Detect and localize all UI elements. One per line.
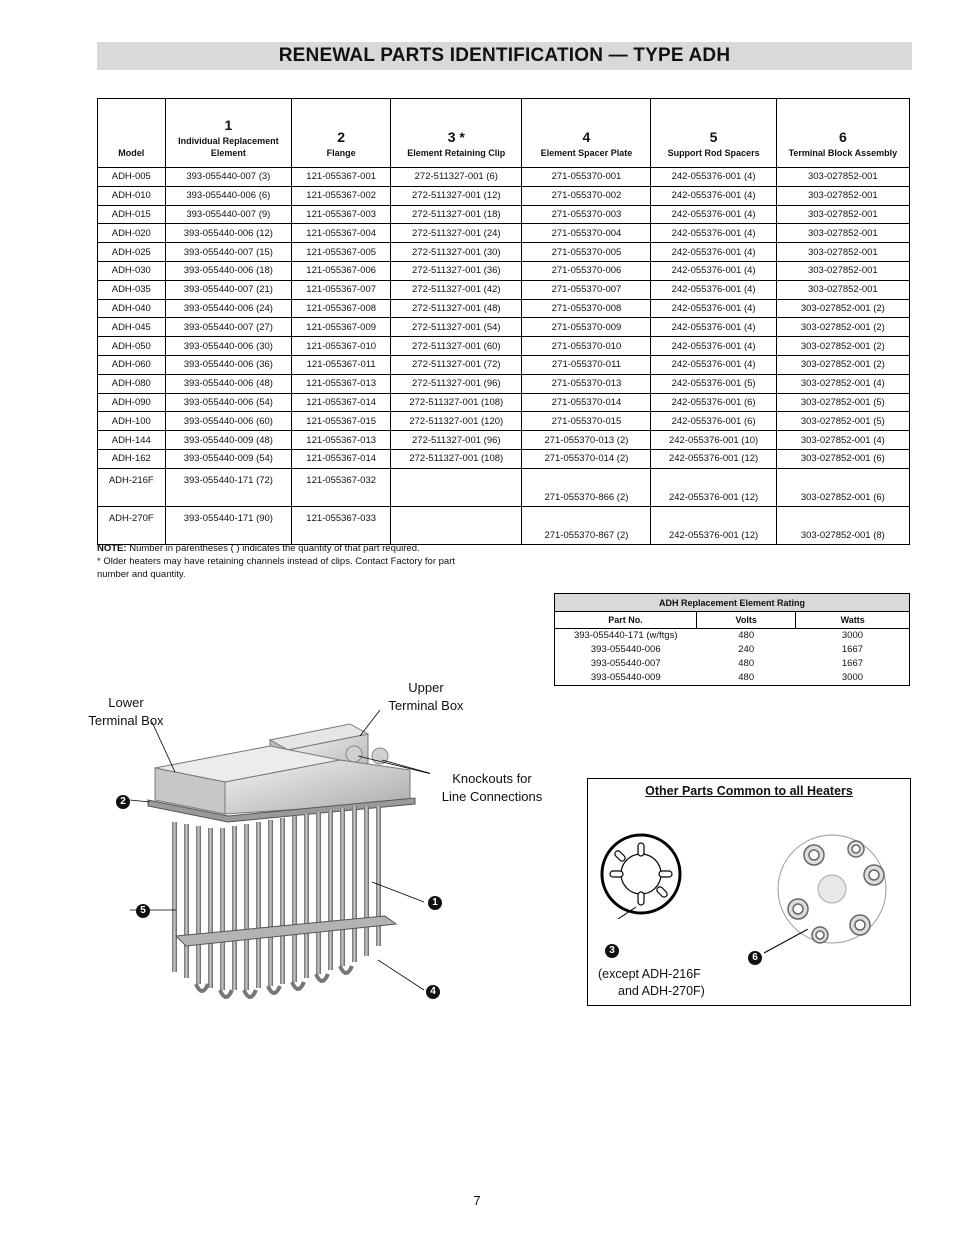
table-cell: 272-511327-001 (60) — [391, 337, 522, 356]
note-label: NOTE: — [97, 543, 127, 554]
table-cell: 271-055370-010 — [522, 337, 651, 356]
page-title: RENEWAL PARTS IDENTIFICATION — TYPE ADH — [97, 42, 912, 70]
table-cell: ADH-100 — [98, 412, 166, 431]
table-cell: ADH-090 — [98, 393, 166, 412]
table-cell — [391, 506, 522, 544]
table-cell: 121-055367-002 — [292, 186, 391, 205]
table-cell: ADH-080 — [98, 374, 166, 393]
table-cell: 242-055376-001 (4) — [651, 261, 776, 280]
table-cell: 271-055370-014 — [522, 393, 651, 412]
rating-row — [555, 643, 910, 657]
table-row — [98, 506, 910, 544]
table-cell: ADH-050 — [98, 337, 166, 356]
table-cell: 393-055440-007 (15) — [165, 243, 292, 262]
parts-header-number: 6 — [838, 129, 847, 145]
table-cell: 271-055370-015 — [522, 412, 651, 431]
table-cell: 271-055370-867 (2) — [522, 506, 651, 544]
table-cell: 121-055367-032 — [292, 468, 391, 506]
table-cell: 393-055440-006 (60) — [165, 412, 292, 431]
table-row — [98, 393, 910, 412]
parts-header-label: Flange — [326, 148, 356, 158]
table-cell — [391, 468, 522, 506]
knockouts-label: Knockouts for Line Connections — [441, 771, 543, 804]
rating-cell: 393-055440-007 — [590, 658, 661, 669]
table-cell: 393-055440-006 (6) — [165, 186, 292, 205]
table-cell: 393-055440-171 (90) — [165, 506, 292, 544]
table-cell: 272-511327-001 (72) — [391, 355, 522, 374]
except-note-line-1: (except ADH-216F — [598, 967, 701, 981]
table-cell: 121-055367-010 — [292, 337, 391, 356]
table-cell: 121-055367-015 — [292, 412, 391, 431]
table-row — [98, 412, 910, 431]
rating-row — [555, 671, 910, 686]
rating-cell: 1667 — [841, 644, 864, 655]
table-cell: 303-027852-001 (2) — [776, 318, 909, 337]
table-cell: ADH-040 — [98, 299, 166, 318]
table-cell: 393-055440-009 (48) — [165, 431, 292, 450]
table-cell: 121-055367-004 — [292, 224, 391, 243]
page-number: 7 — [473, 1193, 481, 1208]
table-cell: 303-027852-001 (2) — [776, 299, 909, 318]
rating-cell: 393-055440-006 — [590, 644, 661, 655]
parts-header-label: Individual Replacement Element — [178, 136, 279, 158]
table-cell: 272-511327-001 (6) — [391, 168, 522, 187]
table-cell: 303-027852-001 — [776, 224, 909, 243]
rating-cell: 480 — [738, 658, 755, 669]
table-cell: ADH-020 — [98, 224, 166, 243]
table-cell: 393-055440-007 (9) — [165, 205, 292, 224]
table-cell: 271-055370-011 — [522, 355, 651, 374]
table-cell: 303-027852-001 (6) — [776, 449, 909, 468]
table-cell: 242-055376-001 (12) — [651, 468, 776, 506]
rating-header-part-no: Part No. — [555, 612, 697, 629]
table-cell: ADH-144 — [98, 431, 166, 450]
table-row — [98, 468, 910, 506]
table-cell: 271-055370-008 — [522, 299, 651, 318]
table-cell: 271-055370-002 — [522, 186, 651, 205]
table-cell: 242-055376-001 (6) — [651, 412, 776, 431]
table-row — [98, 186, 910, 205]
parts-header-3 — [391, 99, 522, 168]
table-cell: 242-055376-001 (12) — [651, 449, 776, 468]
table-cell: 242-055376-001 (5) — [651, 374, 776, 393]
parts-header-4 — [522, 99, 651, 168]
rating-header-watts: Watts — [796, 612, 910, 629]
table-cell: 393-055440-007 (3) — [165, 168, 292, 187]
table-cell: 303-027852-001 — [776, 186, 909, 205]
table-row — [98, 355, 910, 374]
table-cell: 121-055367-006 — [292, 261, 391, 280]
parts-header-label: Element Retaining Clip — [407, 148, 506, 158]
heater-illustration — [110, 710, 430, 1025]
table-row — [98, 280, 910, 299]
parts-header-label: Support Rod Spacers — [667, 148, 760, 158]
parts-header-5 — [651, 99, 776, 168]
table-cell: 121-055367-001 — [292, 168, 391, 187]
table-cell: 272-511327-001 (108) — [391, 393, 522, 412]
parts-header-number: 1 — [224, 117, 233, 133]
table-cell: 272-511327-001 (12) — [391, 186, 522, 205]
table-cell: 121-055367-013 — [292, 431, 391, 450]
table-cell: 272-511327-001 (96) — [391, 374, 522, 393]
rating-cell: 1667 — [841, 658, 864, 669]
leader-line-6 — [758, 929, 818, 959]
table-cell: 121-055367-033 — [292, 506, 391, 544]
table-cell: 272-511327-001 (54) — [391, 318, 522, 337]
table-cell: 271-055370-006 — [522, 261, 651, 280]
rating-cell: 393-055440-171 (w/ftgs) — [573, 630, 678, 641]
parts-header-number: 5 — [709, 129, 718, 145]
table-cell: 271-055370-866 (2) — [522, 468, 651, 506]
note-line-2: * Older heaters may have retaining channels instead of clips. Contact Factory for part number and quantity. — [97, 556, 456, 580]
parts-header-label: Terminal Block Assembly — [788, 148, 898, 158]
table-cell: 242-055376-001 (4) — [651, 299, 776, 318]
common-parts-panel — [587, 778, 911, 1006]
table-cell: 121-055367-009 — [292, 318, 391, 337]
rating-cell: 480 — [738, 630, 755, 641]
table-cell: 393-055440-171 (72) — [165, 468, 292, 506]
table-cell: ADH-025 — [98, 243, 166, 262]
table-cell: 242-055376-001 (6) — [651, 393, 776, 412]
table-cell: ADH-030 — [98, 261, 166, 280]
table-row — [98, 449, 910, 468]
table-cell: 272-511327-001 (96) — [391, 431, 522, 450]
rating-row — [555, 629, 910, 644]
rating-cell: 3000 — [841, 672, 864, 683]
table-cell: 393-055440-007 (21) — [165, 280, 292, 299]
table-cell: 393-055440-006 (30) — [165, 337, 292, 356]
table-row — [98, 243, 910, 262]
knockout-1 — [346, 746, 362, 762]
table-cell: 303-027852-001 (2) — [776, 337, 909, 356]
table-cell: 121-055367-013 — [292, 374, 391, 393]
callout-badge-1: 1 — [428, 896, 442, 910]
table-row — [98, 299, 910, 318]
callout-badge-3: 3 — [605, 944, 619, 958]
rating-row — [555, 657, 910, 671]
retaining-clip-illustration — [596, 829, 686, 919]
table-cell: 303-027852-001 (4) — [776, 431, 909, 450]
table-cell: 121-055367-008 — [292, 299, 391, 318]
table-cell: 272-511327-001 (42) — [391, 280, 522, 299]
table-cell: 393-055440-006 (12) — [165, 224, 292, 243]
table-row — [98, 374, 910, 393]
table-cell: ADH-005 — [98, 168, 166, 187]
table-cell: 393-055440-006 (48) — [165, 374, 292, 393]
common-parts-title: Other Parts Common to all Heaters — [645, 784, 853, 798]
table-cell: 303-027852-001 — [776, 168, 909, 187]
table-cell: 242-055376-001 (4) — [651, 318, 776, 337]
table-cell: 272-511327-001 (36) — [391, 261, 522, 280]
parts-header-1 — [165, 99, 292, 168]
table-cell: 242-055376-001 (4) — [651, 168, 776, 187]
table-cell: 121-055367-003 — [292, 205, 391, 224]
rating-cell: 3000 — [841, 630, 864, 641]
table-row — [98, 224, 910, 243]
table-cell: 242-055376-001 (12) — [651, 506, 776, 544]
callout-badge-2: 2 — [116, 795, 130, 809]
table-cell: 271-055370-003 — [522, 205, 651, 224]
table-cell: 121-055367-011 — [292, 355, 391, 374]
table-cell: 242-055376-001 (4) — [651, 186, 776, 205]
table-cell: ADH-162 — [98, 449, 166, 468]
table-cell: 272-511327-001 (24) — [391, 224, 522, 243]
table-cell: 121-055367-014 — [292, 449, 391, 468]
table-cell: 272-511327-001 (18) — [391, 205, 522, 224]
table-cell: 271-055370-005 — [522, 243, 651, 262]
table-cell: 271-055370-013 — [522, 374, 651, 393]
table-cell: 271-055370-007 — [522, 280, 651, 299]
parts-header-label: Model — [118, 148, 145, 158]
table-cell: ADH-270F — [98, 506, 166, 544]
except-note-line-2: and ADH-270F) — [618, 984, 705, 998]
table-cell: 272-511327-001 (30) — [391, 243, 522, 262]
table-cell: ADH-216F — [98, 468, 166, 506]
table-cell: 303-027852-001 (4) — [776, 374, 909, 393]
table-cell: 242-055376-001 (4) — [651, 337, 776, 356]
note-line-1: Number in parentheses ( ) indicates the quantity of that part required. — [129, 543, 420, 554]
table-cell: 242-055376-001 (4) — [651, 224, 776, 243]
table-cell: 272-511327-001 (120) — [391, 412, 522, 431]
heating-elements — [172, 806, 381, 997]
table-row — [98, 337, 910, 356]
table-cell: 121-055367-007 — [292, 280, 391, 299]
table-cell: 393-055440-009 (54) — [165, 449, 292, 468]
rating-cell: 480 — [738, 672, 755, 683]
table-cell: 271-055370-009 — [522, 318, 651, 337]
rating-cell: 393-055440-009 — [590, 672, 661, 683]
table-cell: ADH-010 — [98, 186, 166, 205]
element-rating-table — [554, 593, 910, 686]
table-row — [98, 431, 910, 450]
rating-cell: 240 — [738, 644, 755, 655]
table-cell: 242-055376-001 (4) — [651, 205, 776, 224]
rating-header-volts: Volts — [697, 612, 796, 629]
table-cell: 393-055440-006 (24) — [165, 299, 292, 318]
table-cell: 303-027852-001 (8) — [776, 506, 909, 544]
table-row — [98, 168, 910, 187]
table-cell: 303-027852-001 — [776, 205, 909, 224]
table-cell: 242-055376-001 (10) — [651, 431, 776, 450]
parts-header-number: 3 * — [447, 129, 465, 145]
parts-header-2 — [292, 99, 391, 168]
table-cell: 393-055440-006 (54) — [165, 393, 292, 412]
table-cell: 242-055376-001 (4) — [651, 280, 776, 299]
table-cell: 393-055440-006 (36) — [165, 355, 292, 374]
table-cell: 303-027852-001 (2) — [776, 355, 909, 374]
renewal-parts-table — [97, 98, 910, 545]
parts-header-0 — [98, 99, 166, 168]
parts-header-number: 4 — [582, 129, 591, 145]
table-cell: 393-055440-007 (27) — [165, 318, 292, 337]
table-cell: 303-027852-001 — [776, 261, 909, 280]
table-cell: 271-055370-004 — [522, 224, 651, 243]
table-cell: 271-055370-001 — [522, 168, 651, 187]
table-cell: 272-511327-001 (108) — [391, 449, 522, 468]
callout-badge-5: 5 — [136, 904, 150, 918]
parts-header-label: Element Spacer Plate — [540, 148, 633, 158]
table-cell: 272-511327-001 (48) — [391, 299, 522, 318]
parts-header-number: 2 — [337, 129, 346, 145]
table-cell: ADH-035 — [98, 280, 166, 299]
table-cell: 303-027852-001 (6) — [776, 468, 909, 506]
table-cell: 121-055367-014 — [292, 393, 391, 412]
table-cell: 242-055376-001 (4) — [651, 355, 776, 374]
table-cell: 393-055440-006 (18) — [165, 261, 292, 280]
table-cell: 271-055370-014 (2) — [522, 449, 651, 468]
table-row — [98, 261, 910, 280]
table-row — [98, 205, 910, 224]
parts-header-6 — [776, 99, 909, 168]
upper-terminal-box-label: Upper Terminal Box — [388, 680, 464, 713]
table-cell: ADH-060 — [98, 355, 166, 374]
table-cell: 303-027852-001 — [776, 243, 909, 262]
table-cell: ADH-045 — [98, 318, 166, 337]
table-cell: 242-055376-001 (4) — [651, 243, 776, 262]
rating-table-caption: ADH Replacement Element Rating — [555, 594, 910, 612]
table-cell: 303-027852-001 (5) — [776, 412, 909, 431]
table-cell: 271-055370-013 (2) — [522, 431, 651, 450]
callout-badge-4: 4 — [426, 985, 440, 999]
table-cell: 303-027852-001 — [776, 280, 909, 299]
table-row — [98, 318, 910, 337]
callout-badge-6: 6 — [748, 951, 762, 965]
table-cell: ADH-015 — [98, 205, 166, 224]
table-cell: 121-055367-005 — [292, 243, 391, 262]
lower-terminal-box-label: Lower Terminal Box — [88, 695, 164, 728]
table-cell: 303-027852-001 (5) — [776, 393, 909, 412]
table-note — [97, 542, 477, 581]
